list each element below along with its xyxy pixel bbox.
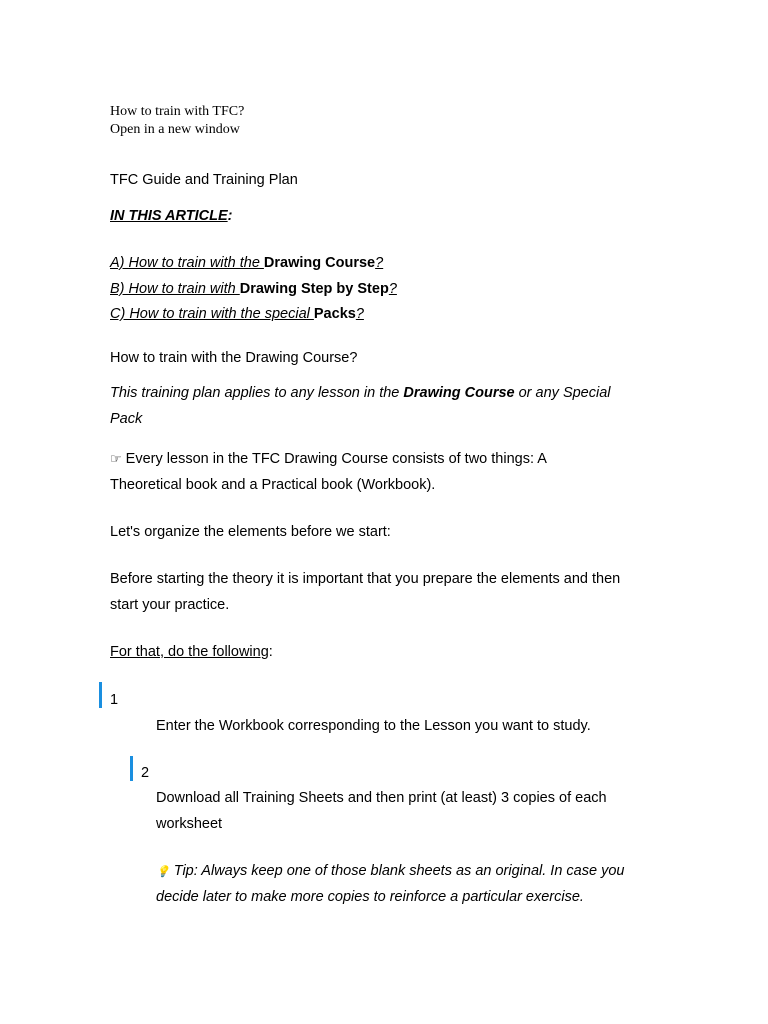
header-title: How to train with TFC? bbox=[110, 104, 245, 119]
step-1-bar bbox=[99, 682, 102, 708]
open-new-window-link[interactable]: Open in a new window bbox=[110, 122, 240, 137]
toc-link-bold: Drawing Course bbox=[263, 255, 376, 271]
article-heading-colon: : bbox=[227, 208, 233, 224]
every-lesson-text: Every lesson in the TFC Drawing Course consists of two things: A bbox=[121, 451, 547, 467]
toc-link-suffix: ? bbox=[375, 255, 384, 271]
for-that-colon: : bbox=[268, 644, 273, 660]
toc-link-prefix: C) How to train with the special bbox=[110, 306, 314, 322]
toc-link-packs[interactable] bbox=[110, 305, 364, 323]
intro-line-1 bbox=[110, 384, 611, 402]
intro-prefix: This training plan applies to any lesson in the bbox=[110, 385, 404, 401]
toc-link-suffix: ? bbox=[355, 306, 364, 322]
every-lesson-line-1 bbox=[110, 450, 547, 469]
every-lesson-line-2: Theoretical book and a Practical book (Workbook). bbox=[110, 477, 436, 493]
step-1-number: 1 bbox=[110, 692, 119, 708]
tip-text: Tip: Always keep one of those blank sheets as an original. In case you bbox=[169, 863, 625, 879]
toc-link-drawing-course[interactable] bbox=[110, 254, 383, 272]
for-that-label: For that, do the following bbox=[110, 644, 269, 660]
lightbulb-icon: 💡 bbox=[156, 865, 170, 878]
step-2-bar bbox=[130, 756, 133, 781]
toc-link-prefix: B) How to train with bbox=[110, 281, 240, 297]
before-line-2: start your practice. bbox=[110, 597, 230, 613]
intro-suffix: or any Special bbox=[514, 385, 611, 401]
for-that-text bbox=[110, 643, 273, 661]
tip-line-1 bbox=[156, 862, 624, 881]
step-1-text: Enter the Workbook corresponding to the Lesson you want to study. bbox=[156, 718, 591, 734]
organize-text: Let's organize the elements before we start: bbox=[110, 524, 391, 540]
intro-bold: Drawing Course bbox=[403, 385, 515, 401]
article-heading-text: IN THIS ARTICLE bbox=[110, 208, 228, 224]
toc-link-bold: Packs bbox=[313, 306, 356, 322]
section-title: How to train with the Drawing Course? bbox=[110, 350, 358, 366]
guide-title: TFC Guide and Training Plan bbox=[110, 172, 298, 188]
toc-link-suffix: ? bbox=[388, 281, 397, 297]
pointing-hand-icon: ☞ bbox=[110, 452, 122, 467]
step-2-text-line-1: Download all Training Sheets and then print (at least) 3 copies of each bbox=[156, 790, 607, 806]
intro-line-2: Pack bbox=[110, 411, 143, 427]
toc-link-prefix: A) How to train with the bbox=[110, 255, 264, 271]
step-2-text-line-2: worksheet bbox=[156, 816, 223, 832]
step-2-number: 2 bbox=[141, 765, 150, 781]
tip-line-2: decide later to make more copies to reinforce a particular exercise. bbox=[156, 889, 584, 905]
before-line-1: Before starting the theory it is important that you prepare the elements and then bbox=[110, 571, 621, 587]
article-heading bbox=[110, 207, 232, 225]
toc-link-bold: Drawing Step by Step bbox=[239, 281, 389, 297]
toc-link-step-by-step[interactable] bbox=[110, 280, 397, 298]
